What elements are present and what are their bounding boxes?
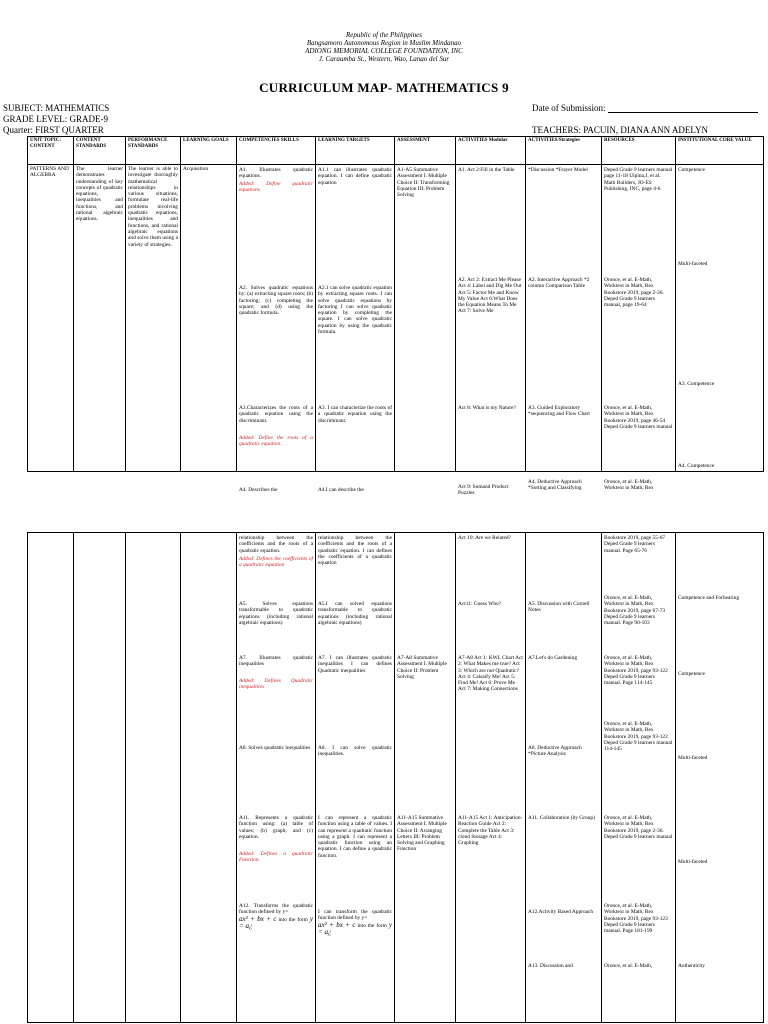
col-unit: UNIT TOPIC: CONTENT: [28, 137, 74, 165]
target-a7: A7. I can illustrates quadratic inequalities I can defines Quadratic inequalities: [318, 655, 392, 674]
target-a12-text: I can transform the quadratic function defined by y=: [318, 909, 392, 922]
table-row: [28, 165, 764, 472]
strat-a4: A4. Deductive Approach *Sorting and Classifying: [528, 479, 582, 492]
target-a8: A8. I can solve quadratic inequalities.: [318, 745, 392, 758]
strategies-cell: [526, 533, 602, 1023]
resources-cell: [602, 533, 676, 1023]
strategies-cell: [526, 165, 602, 492]
comp-a12-form: y = a¿: [239, 914, 313, 930]
resources-cell: [602, 165, 676, 492]
quarter-label: Quarter: FIRST QUARTER: [3, 125, 104, 135]
assess-a7: A7-A8 Summative Assessment I. Multiple Choice II: Problem Solving: [397, 655, 447, 680]
target-a2: A2.1 can solve quadratic equation by extracting square roots. I can solve quadratic equations by factoring I can solve quadratic equation by completing the square. I can solve quadratic equation by using the quadratic formula.: [318, 285, 392, 336]
unit-cell: [28, 533, 74, 1023]
target-a12-equation: ax² + bx + c: [318, 920, 356, 929]
res-a1: Deped Grade 9 learners manual page 11-18 Ulpina,J, et al. Math Builders, JO-ES Publishing, INC, page 4-6: [604, 167, 673, 192]
targets-cell: [316, 533, 395, 1023]
table-row: [28, 533, 764, 1023]
act-a3: Act 8: What is my Nature?: [458, 405, 516, 411]
performance-standards-cell: The learner is able to investigate thoroughly mathematical relationships in various situations, formulate real-life problems involving quadratic equations, inequalities and functions, and rational algebraic equations and solve them using a variety of strategies.: [126, 165, 181, 472]
comp-a2: A2. Solves quadratic equations by: (a) extracting square roots; (b) factoring; (c) completing the square; and (d) using the quadratic formula.: [239, 285, 313, 317]
col-learning-targets: LEARNING TARGETS: [316, 137, 395, 165]
res-a5: Oronce, et al. E-Math, Worktext in Math, Rex Bookstore 2019, page 67-73 Deped Grade 9 learners manual. Page 90-103: [604, 595, 666, 627]
strat-a8: A8. Deductive Approach *Picture Analysis: [528, 745, 582, 758]
act-a5: Act11: Guess Who?: [458, 601, 502, 607]
comp-a12-text: A12. Transforms the quadratic function defined by y=: [239, 903, 313, 916]
comp-a7: A7. Illustrates quadratic inequalities: [239, 655, 313, 668]
col-performance-standards: PERFORMANCE STANDARDS: [126, 137, 181, 165]
cv-a8: Multi-faceted: [678, 755, 708, 761]
competencies-cell: [237, 165, 316, 493]
act-a4: Act 9: Sumand Product Puzzles: [458, 484, 509, 497]
strat-a7: A7.Let's do Gardening: [528, 655, 578, 661]
grade-label: GRADE LEVEL: GRADE-9: [3, 114, 108, 124]
target-a4: A4.I can describe the: [318, 487, 364, 493]
target-a5: A5.I can solved equations transformable to quadratic equations (including rational algebraic equations): [318, 601, 392, 626]
header-school: ADIONG MEMORIAL COLLEGE FOUNDATION, INC: [305, 47, 463, 55]
content-standards-cell: [74, 533, 126, 1023]
assess-a11: A11-A15 Summative Assessment I. Multiple Choice II: Arranging Letters III: Problem Solving and Graphing Function: [397, 815, 447, 853]
date-of-submission: [532, 104, 758, 113]
learning-goals-cell: [181, 533, 237, 1023]
cv-a4: A4. Competence: [678, 463, 715, 469]
strat-a12: A12.Activity Based Approach: [528, 909, 594, 915]
core-value-cell: [676, 165, 764, 472]
res-a7: Oronce, et al. E-Math, Worktext in Math, Rex Bookstore 2019, page 93-122 Deped Grade 9 learners manual. Page 114-145: [604, 655, 668, 687]
comp-a1: A1. Illustrates quadratic equations.: [239, 167, 313, 180]
strat-a1: *Discussion *Frayer Model: [528, 167, 588, 173]
strat-a13: A13. Discussion and: [528, 963, 573, 969]
curriculum-table-2: [27, 532, 764, 1023]
cv-a1: Competence: [678, 167, 705, 173]
target-cont: relationship between the coefficients and the roots of a quadratic equation. I can defines the coefficients of a quadratic equation: [318, 535, 392, 567]
cv-a7: Competence: [678, 671, 705, 677]
col-strategies: ACTIVITIES/Strategies: [526, 137, 602, 165]
strat-a3: A3. Guided Exploratory *sequencing and Flow Chart: [528, 405, 590, 418]
comp-a11-added: Added: Defines a quadratic Function.: [239, 851, 313, 864]
assessment-cell: [395, 533, 456, 1023]
cv-a3: A3. Competence: [678, 381, 715, 387]
act-a1: A1. Act 2:Fill in the Table: [458, 167, 515, 173]
res-cont: Bookstore 2019, page 55-67 Deped Grade 9 learners manual. Page 65-76: [604, 535, 666, 554]
comp-a1-added: Added: Define quadratic equations: [239, 181, 313, 194]
act-a7: A7-A8 Act 1: KWL Chart Act 2: What Makes me true? Act 3: Which are not Quadratic? Act 4: Calsaify Me! Act 5: Find Me! Act 6: Prove Me Act 7: Making Connections: [458, 655, 523, 693]
subject-label: SUBJECT: MATHEMATICS: [3, 103, 110, 113]
table-header-row: [28, 137, 764, 165]
comp-a5: A5. Solves equations transformable to quadratic equations (including rational algebraic equations): [239, 601, 313, 626]
res-a2: Oronce, et al. E-Math, Worktext in Math, Rex Bookstore 2019, page 2-36. Deped Grade 9 learners manual, page 19-64: [604, 277, 664, 309]
act-a11: A11-A15 Act 1: Anticipation-Reaction Guide Act 2: Complete the Table Act 3: cloud Storage Act 4: Graphing: [458, 815, 523, 847]
curriculum-table-1: [27, 136, 764, 497]
header-address: J. Caraumba St., Western, Wao, Lanao del Sur: [318, 55, 450, 63]
cv-a2: Multi-faceted: [678, 261, 708, 267]
targets-cell: [316, 165, 395, 493]
comp-a8: A8. Solves quadratic inequalities: [239, 745, 311, 751]
target-a12-form: y = a¿: [318, 920, 392, 936]
strat-a11: A11. Collaboration (by Group): [528, 815, 595, 821]
content-standards-cell: The learner demonstrates understanding of key concepts of quadratic equations, inequalities and functions, and rational algebraic equations.: [74, 165, 126, 472]
comp-a3: A3.Characterizes the roots of a quadratic equation using the discriminant.: [239, 405, 313, 424]
cv-a11: Multi-faceted: [678, 859, 708, 865]
performance-standards-cell: [126, 533, 181, 1023]
col-competencies: COMPETENCIES SKILLS: [237, 137, 316, 165]
teachers-label: TEACHERS: PACUIN, DIANA ANN ADELYN: [532, 125, 709, 135]
target-a12: [318, 909, 392, 936]
col-core-value: INSTITUTIONAL CORE VALUE: [676, 137, 764, 165]
comp-cont-added: Added: Defines the coefficients of a quadratic equation: [239, 556, 313, 569]
res-a3: Oronce, et al. E-Math, Worktext in Math, Rex Bookstore 2019, page 46-54 Deped Grade 9 learners manual: [604, 405, 673, 430]
activities-cell: [456, 533, 526, 1023]
target-a3: A3. I can characterize the roots of a quadratic equation using the discriminant.: [318, 405, 392, 424]
activities-cell: [456, 165, 526, 497]
strat-a2: A2. Interactive Approach *2 column Comparison Table: [528, 277, 590, 290]
comp-a3-added: Added: Define the roots of a quadratic equation.: [239, 435, 313, 448]
cv-a13: Authenticity: [678, 963, 705, 969]
learning-goals-cell: Acquisition: [181, 165, 237, 472]
col-assessment: ASSESSMENT: [395, 137, 456, 165]
col-learning-goals: LEARNING GOALS: [181, 137, 237, 165]
core-value-cell: [676, 533, 764, 1023]
date-label: Date of Submission:: [532, 103, 606, 113]
col-activities: ACTIVITIES Modular: [456, 137, 526, 165]
page-title: CURRICULUM MAP- MATHEMATICS 9: [259, 80, 509, 95]
assessment-cell: [395, 165, 456, 472]
unit-cell: PATTERNS AND ALGEBRA: [28, 165, 74, 472]
comp-a11: A11. Represents a quadratic function using: (a) table of values; (b) graph; and (c) equation.: [239, 815, 313, 840]
res-a4: Oronce, et al. E-Math, Worktext in Math, Rex: [604, 479, 654, 492]
header-region: Bangsamoro Autonomous Region in Muslim Mindanao: [306, 39, 462, 47]
comp-a4: A4. Describes the: [239, 487, 278, 493]
col-resources: RESOURCES: [602, 137, 676, 165]
act-cont: Act 10: Are we Related?: [458, 535, 511, 541]
target-a12-into: into the form: [357, 922, 387, 929]
competencies-cell: [237, 533, 316, 1023]
comp-a12-into: into the form: [278, 916, 308, 923]
comp-a12-equation: ax² + bx + c: [239, 914, 277, 923]
res-a12: Oronce, et al. E-Math, Worktext in Math, Rex Bookstore 2019, page 93-123 Deped Grade 9 learners manual. Page 181-199: [604, 903, 668, 935]
target-a1: A1.1 can illustrates quadratic equation. I can define quadratic equation: [318, 167, 392, 186]
comp-a12: [239, 903, 313, 930]
cv-a5: Competence and Forbearing: [678, 595, 740, 601]
strat-a5: A5. Discussion with Cornell Notes: [528, 601, 590, 614]
res-a11: Oronce, et al. E-Math, Worktext in Math, Rex Bookstore 2019, page 2-36. Deped Grade 9 learners manual: [604, 815, 673, 840]
target-a11: I can represent a quadratic function using a table of values. I can represent a quadratic function using a graph. I can represent a quadratic function using an equation. I can define a quadratic function.: [318, 815, 392, 859]
comp-cont: relationship between the coefficients and the roots of a quadratic equation.: [239, 535, 313, 554]
comp-a7-added: Added: Defines Quadratic inequalities: [239, 678, 313, 691]
assess-a1: A1-A5 Summative Assessment I. Multiple Choice II: Transforming Equation III: Problem Solving: [397, 167, 450, 199]
res-a8: Oronce, et al. E-Math, Worktext in Math, Rex Bookstore 2019, page 93-122 Deped Grade 9 learners manual 114-145: [604, 721, 673, 753]
col-content-standards: CONTENT STANDARDS: [74, 137, 126, 165]
res-a13: Oronce, et al. E-Math,: [604, 963, 653, 969]
date-line: [608, 112, 758, 113]
act-a2: A2. Act 2: Extract Me Please Act 4: Label and Dig Me Out Act 5: Factor Me and Know My Value Act 6:What Does the Equation Means To Me Act 7: Solve Me: [458, 277, 522, 315]
header-republic: Republic of the Philippines: [345, 31, 422, 39]
